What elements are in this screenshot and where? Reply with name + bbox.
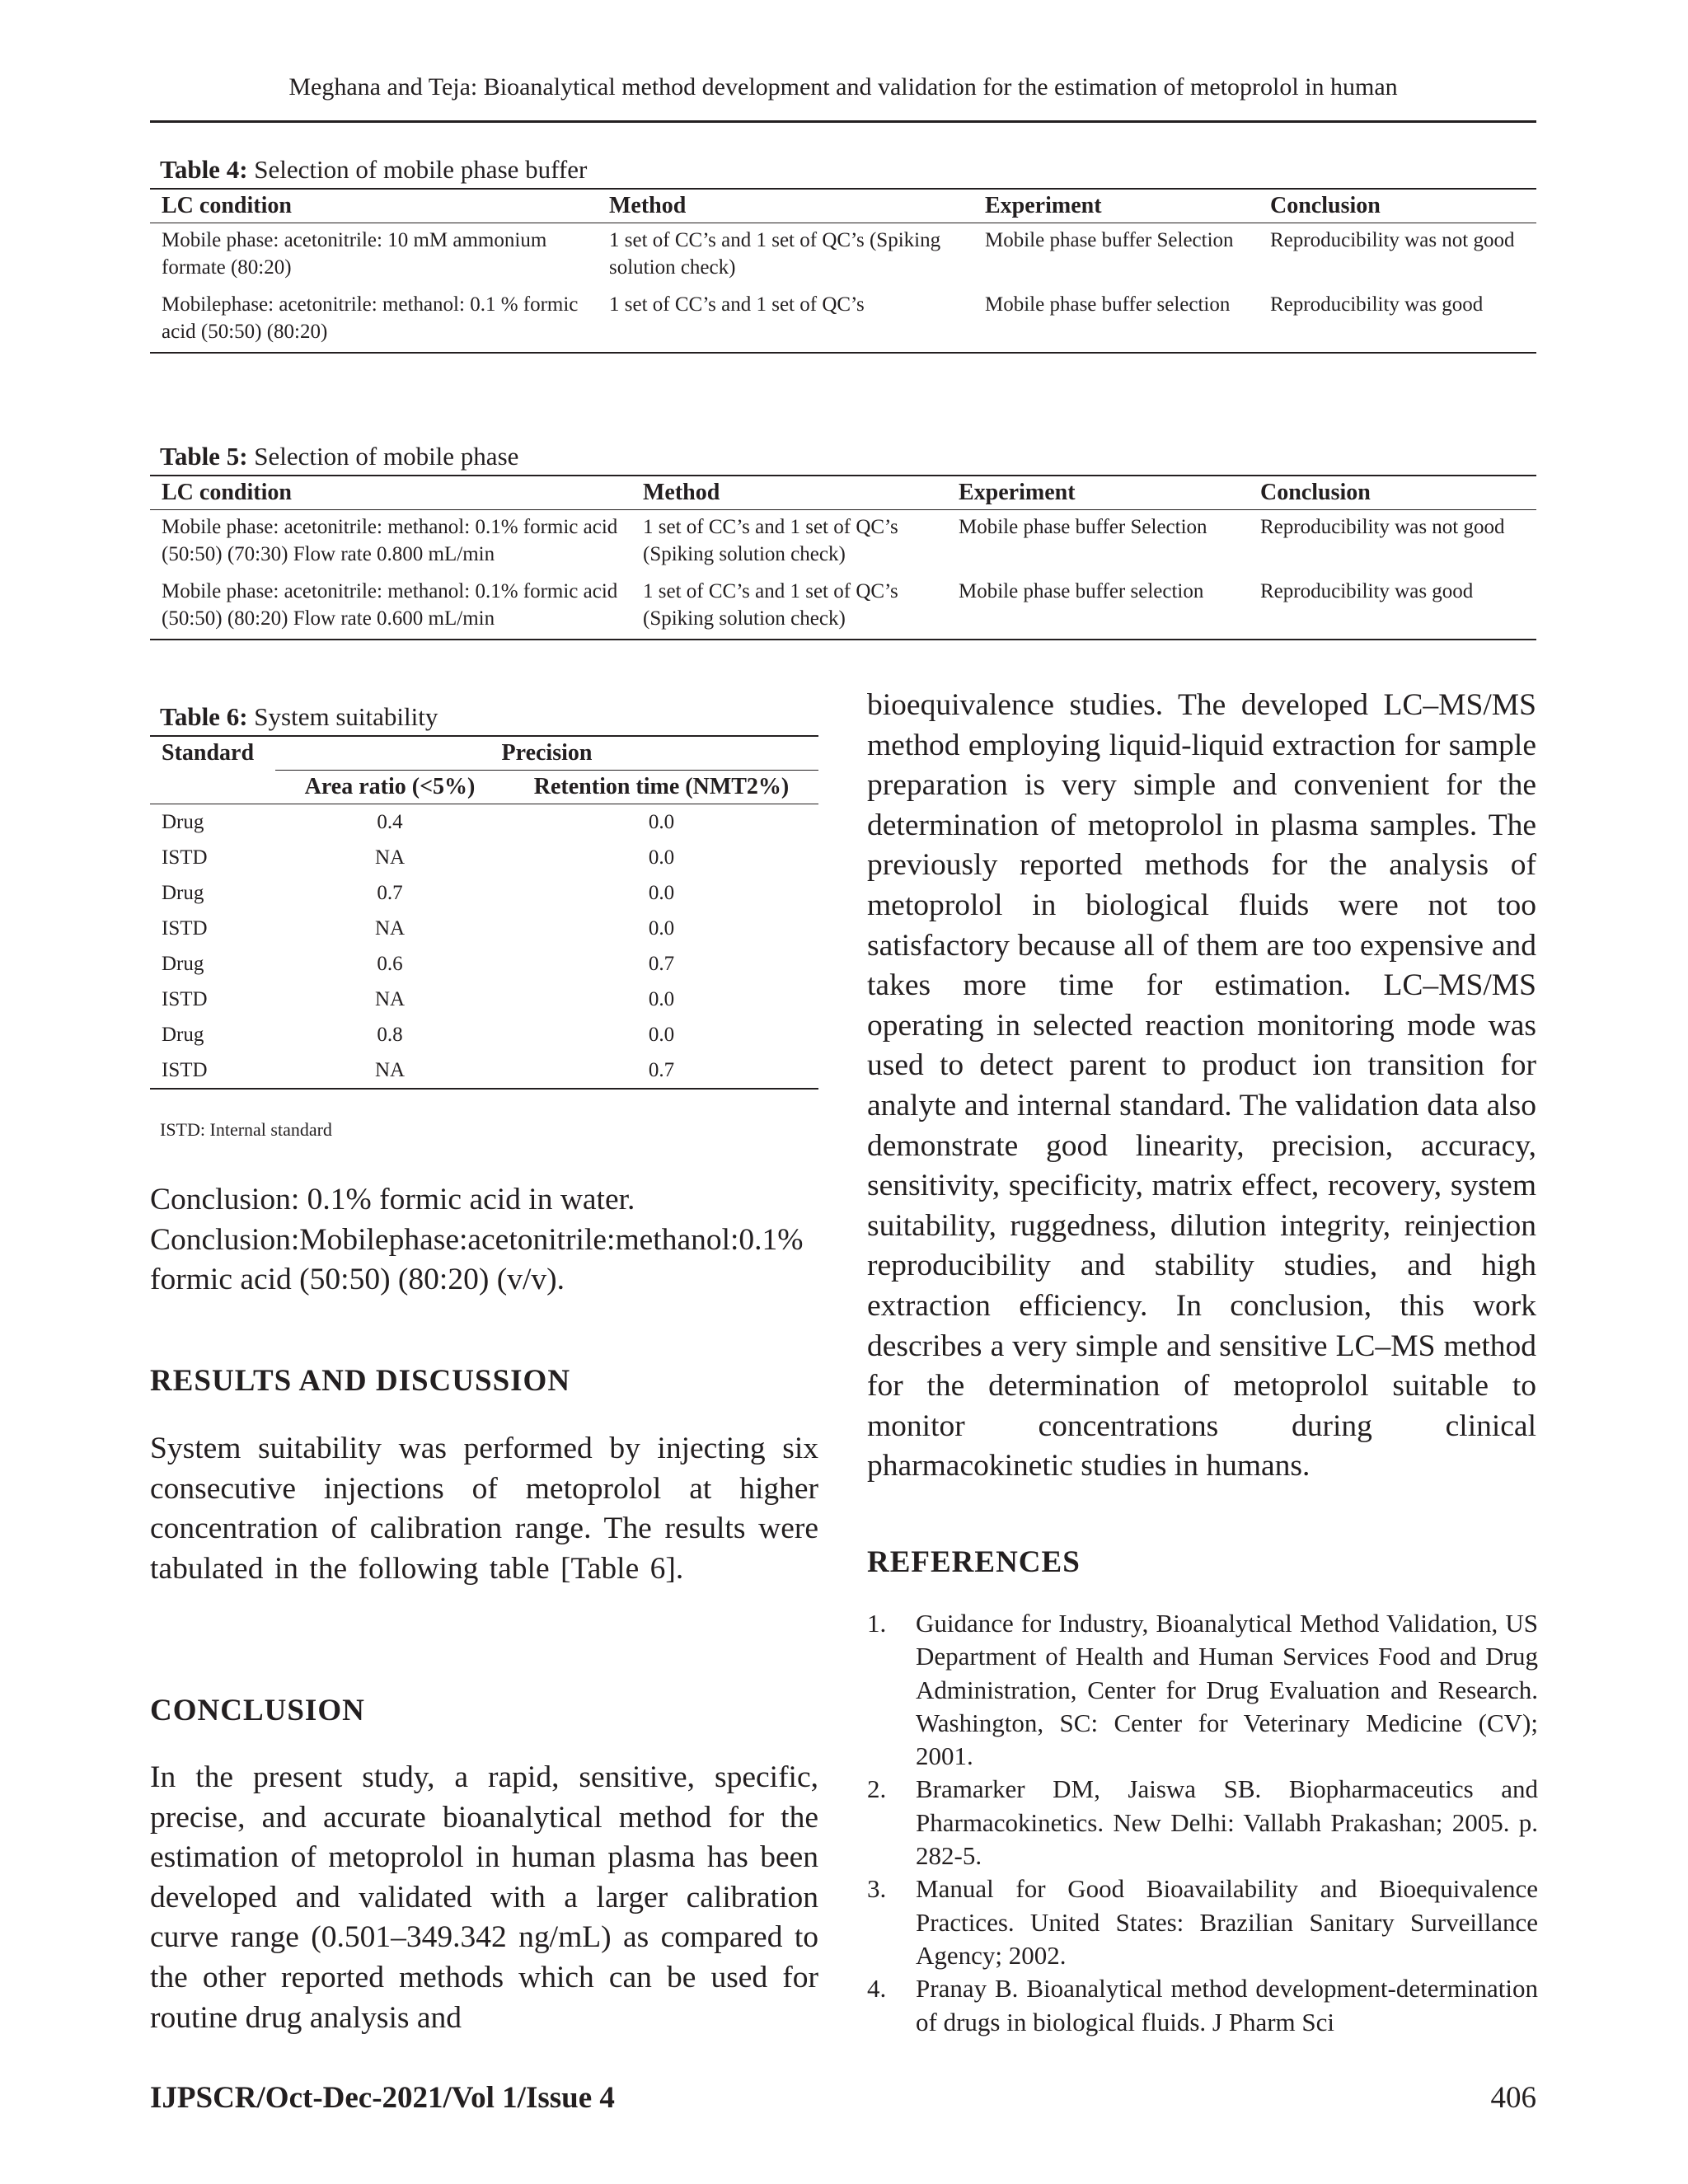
table-row xyxy=(150,1017,818,1052)
table-cell: Mobile phase buffer selection xyxy=(959,580,1204,602)
table-cell: 0.0 xyxy=(648,1024,675,1046)
table4-col-method: Method xyxy=(609,193,687,218)
table-cell: 0.7 xyxy=(648,1059,675,1081)
table6 xyxy=(150,735,818,1090)
table-cell: 1 set of CC’s and 1 set of QC’s (Spiking solution check) xyxy=(609,229,941,279)
table-cell: ISTD xyxy=(162,1059,208,1081)
table-cell: ISTD xyxy=(162,846,208,869)
conclusion-paragraph: In the present study, a rapid, sensitive, specific, precise, and accurate bioanalytical method for the estimation of metoprolol in human plasma has been developed and validated with a larger calibration curve range (0.501–349.342 ng/mL) as compared to the other reported methods which can be used for routine drug analysis and xyxy=(150,1760,818,2035)
table-cell: Mobile phase buffer Selection xyxy=(959,516,1207,538)
table4-caption-text: Selection of mobile phase buffer xyxy=(247,155,588,184)
table4-caption xyxy=(160,153,587,186)
reference-number: 3. xyxy=(867,1874,887,1904)
table5-col-method: Method xyxy=(643,480,720,505)
table-row xyxy=(150,982,818,1017)
table-cell: 0.6 xyxy=(377,953,403,975)
reference-text: Pranay B. Bioanalytical method development-determination of drugs in biological fluids. J Pharm Sci xyxy=(916,1974,1538,2036)
table-cell: Drug xyxy=(162,953,204,975)
table-row xyxy=(150,946,818,982)
table5-col-conclusion: Conclusion xyxy=(1260,480,1371,505)
table4-caption-label: Table 4: xyxy=(160,155,248,184)
table-row xyxy=(150,840,818,875)
table-cell: Reproducibility was good xyxy=(1260,580,1474,602)
table-cell: Mobile phase: acetonitrile: methanol: 0.1% formic acid (50:50) (80:20) Flow rate 0.600 mL/min xyxy=(162,580,618,630)
table4-col-conclusion: Conclusion xyxy=(1270,193,1381,218)
references-heading: REFERENCES xyxy=(867,1545,1081,1579)
table5-col-experiment: Experiment xyxy=(959,480,1076,505)
table-row xyxy=(150,288,1536,353)
table5-caption-text: Selection of mobile phase xyxy=(247,442,519,471)
table-cell: 0.0 xyxy=(648,988,675,1010)
table-cell: Drug xyxy=(150,804,275,841)
journal-footer: IJPSCR/Oct-Dec-2021/Vol 1/Issue 4 xyxy=(150,2081,615,2115)
page-number: 406 xyxy=(1490,2081,1536,2115)
table6-caption-label: Table 6: xyxy=(160,702,248,731)
reference-number: 2. xyxy=(867,1774,887,1804)
table6-caption-text: System suitability xyxy=(247,702,438,731)
reference-item xyxy=(867,1972,1538,2039)
table6-footnote: ISTD: Internal standard xyxy=(160,1119,332,1140)
table-cell: 1 set of CC’s and 1 set of QC’s xyxy=(609,293,865,316)
table-cell: Mobilephase: acetonitrile: methanol: 0.1 % formic acid (50:50) (80:20) xyxy=(162,293,579,343)
table-cell: Mobile phase buffer Selection xyxy=(985,229,1234,251)
conclusion-continuation: bioequivalence studies. The developed LC–MS/MS method employing liquid-liquid extraction for sample preparation is very simple and convenient for the determination of metoprolol in plasma samples. The previously reported methods for the analysis of metoprolol in biological fluids were not too satisfactory because all of them are too expensive and takes more time for estimation. LC–MS/MS operating in selected reaction monitoring mode was used to detect parent to product ion transition for analyte and internal standard. The validation data also demonstrate good linearity, precision, accuracy, sensitivity, specificity, matrix effect, recovery, system suitability, ruggedness, dilution integrity, reinjection reproducibility and stability studies, and high extraction efficiency. In conclusion, this work describes a very simple and sensitive LC–MS method for the determination of metoprolol suitable to monitor concentrations during clinical pharmacokinetic studies in humans. xyxy=(867,688,1536,1483)
table-cell: Mobile phase: acetonitrile: 10 mM ammonium formate (80:20) xyxy=(162,229,547,279)
reference-item xyxy=(867,1872,1538,1972)
table-cell: 0.8 xyxy=(377,1024,403,1046)
results-paragraph: System suitability was performed by injecting six consecutive injections of metoprolol at higher concentration of calibration range. The results were tabulated in the following table [Table 6]. xyxy=(150,1432,818,1586)
table-cell: 0.7 xyxy=(377,882,403,904)
table-cell: ISTD xyxy=(162,988,208,1010)
table6-caption xyxy=(160,701,438,733)
table-cell: 0.7 xyxy=(648,953,675,975)
table-row xyxy=(150,510,1536,575)
table-row xyxy=(150,911,818,946)
conclusion-line: Conclusion:Mobilephase:acetonitrile:methanol:0.1% xyxy=(150,1222,804,1257)
table4-col-lc-condition: LC condition xyxy=(162,193,292,218)
table5-col-lc-condition: LC condition xyxy=(162,480,292,505)
running-header: Meghana and Teja: Bioanalytical method development and validation for the estimation of metoprolol in human xyxy=(288,73,1398,101)
table6-col-standard: Standard xyxy=(162,740,255,766)
reference-item xyxy=(867,1607,1538,1773)
table4-col-experiment: Experiment xyxy=(985,193,1102,218)
table-cell: 0.0 xyxy=(648,846,675,869)
conclusion-statements xyxy=(150,1180,826,1301)
reference-number: 4. xyxy=(867,1974,887,2004)
results-heading: RESULTS AND DISCUSSION xyxy=(150,1364,571,1398)
table-row xyxy=(150,804,818,841)
table-row xyxy=(150,223,1536,288)
table-cell: Mobile phase: acetonitrile: methanol: 0.1% formic acid (50:50) (70:30) Flow rate 0.800 mL/min xyxy=(162,516,618,565)
conclusion-line: formic acid (50:50) (80:20) (v/v). xyxy=(150,1263,565,1297)
table-cell: NA xyxy=(374,1059,406,1081)
table-cell: Reproducibility was not good xyxy=(1260,516,1505,538)
table-cell: Drug xyxy=(162,882,204,904)
table-cell: 0.0 xyxy=(504,804,818,841)
table-cell: 1 set of CC’s and 1 set of QC’s (Spiking solution check) xyxy=(643,580,898,630)
table6-col-retention-time: Retention time (NMT2%) xyxy=(504,771,818,804)
table-cell: 0.0 xyxy=(648,882,675,904)
conclusion-line: Conclusion: 0.1% formic acid in water. xyxy=(150,1183,635,1216)
reference-number: 1. xyxy=(867,1609,887,1638)
table-row xyxy=(150,1052,818,1089)
table-cell: Reproducibility was good xyxy=(1270,293,1484,316)
reference-text: Manual for Good Bioavailability and Bioequivalence Practices. United States: Brazilian Sanitary Surveillance Agency; 2002. xyxy=(916,1874,1538,1970)
table6-header-row xyxy=(150,736,818,771)
reference-text: Guidance for Industry, Bioanalytical Method Validation, US Department of Health and Human Services Food and Drug Administration, Center for Drug Evaluation and Research. Washington, SC: Center for Veterinary Medicine (CV); 2001. xyxy=(916,1609,1538,1771)
table-cell: NA xyxy=(374,917,406,940)
table-cell: Mobile phase buffer selection xyxy=(985,293,1231,316)
reference-text: Bramarker DM, Jaiswa SB. Biopharmaceutics and Pharmacokinetics. New Delhi: Vallabh Prakashan; 2005. p. 282-5. xyxy=(916,1774,1538,1871)
table-cell: 0.0 xyxy=(648,917,675,940)
references-list xyxy=(867,1607,1538,2039)
table-cell: 0.4 xyxy=(275,804,504,841)
header-rule xyxy=(150,120,1536,123)
table-cell: Reproducibility was not good xyxy=(1270,229,1515,251)
table-cell: 1 set of CC’s and 1 set of QC’s (Spiking solution check) xyxy=(643,516,898,565)
table5-caption xyxy=(160,440,518,473)
table-row xyxy=(150,875,818,911)
table-cell: NA xyxy=(374,846,406,869)
table-cell: NA xyxy=(374,988,406,1010)
table6-col-precision: Precision xyxy=(501,740,593,766)
table5-header-row xyxy=(150,476,1536,510)
table5-caption-label: Table 5: xyxy=(160,442,248,471)
table4-header-row xyxy=(150,189,1536,223)
table-row xyxy=(150,574,1536,640)
table5 xyxy=(150,475,1536,640)
table6-col-area-ratio: Area ratio (<5%) xyxy=(275,771,504,804)
table-cell: Drug xyxy=(162,1024,204,1046)
table4 xyxy=(150,188,1536,354)
conclusion-heading: CONCLUSION xyxy=(150,1694,365,1727)
table-cell: ISTD xyxy=(162,917,208,940)
reference-item xyxy=(867,1773,1538,1872)
